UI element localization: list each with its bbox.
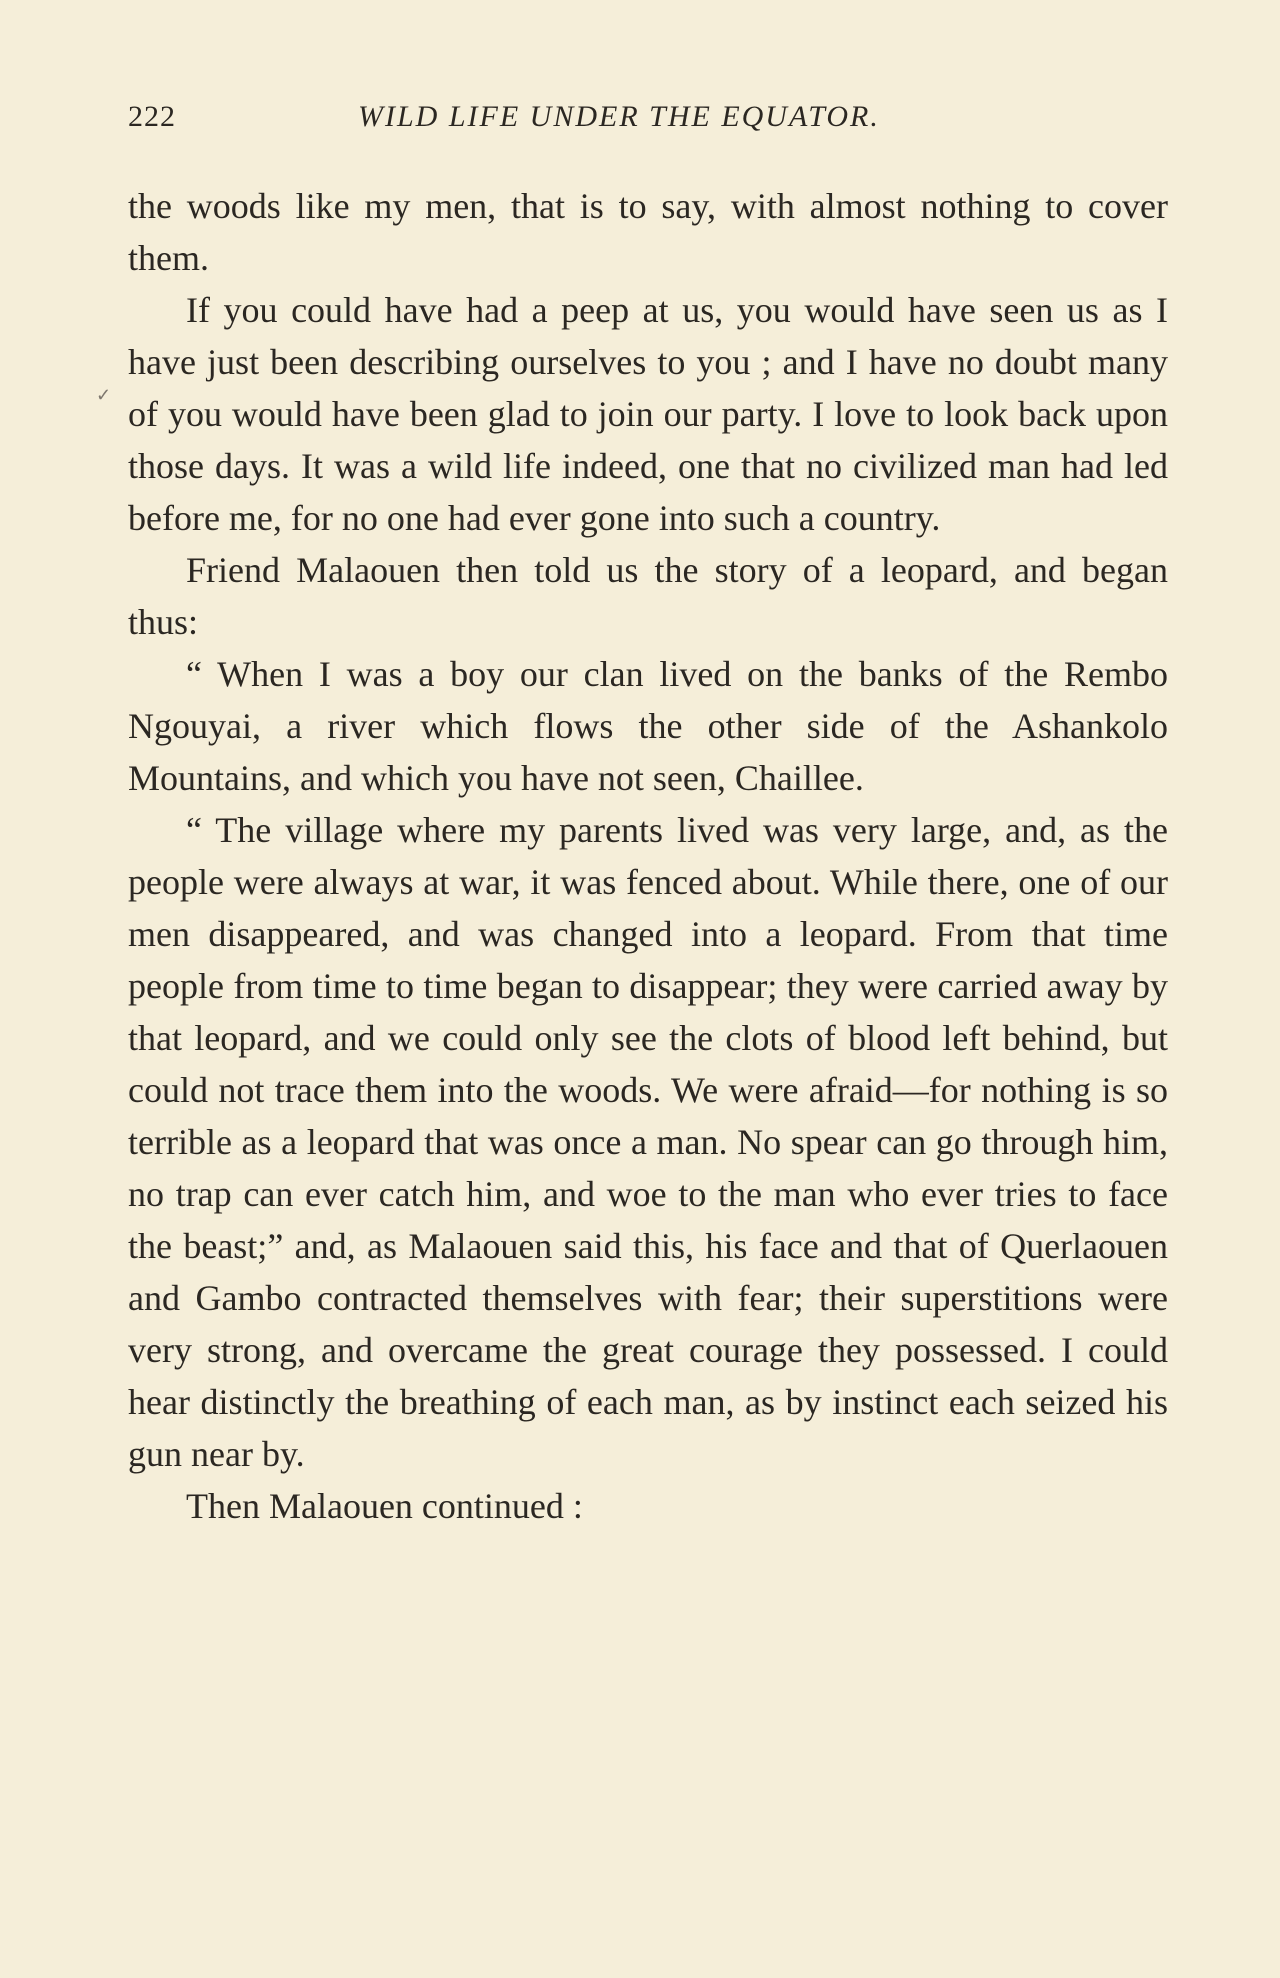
paragraph-3: Friend Malaouen then told us the story of a leopard, and began thus: [128,550,1168,642]
margin-mark: ✓ [96,385,112,405]
running-title: WILD LIFE UNDER THE EQUATOR. [358,100,880,133]
paragraph-2: If you could have had a peep at us, you would have seen us as I have just been describing ourselves to you ; and I have no doubt many of you would have been glad to join our party. I love to look back upon those days. It was a wild life indeed, one that no civilized man had led before me, for no one had ever gone into such a country. [128,290,1168,538]
paragraph-1: the woods like my men, that is to say, with almost nothing to cover them. [128,186,1168,278]
paragraph-6: Then Malaouen continued : [186,1486,583,1526]
page-header [128,100,1168,140]
main-text [128,180,1168,1532]
paragraph-4: “ When I was a boy our clan lived on the banks of the Rembo Ngouyai, a river which flows the other side of the Ashankolo Mountains, and which you have not seen, Chaillee. [128,654,1168,798]
paragraph-5: “ The village where my parents lived was very large, and, as the people were always at war, it was fenced about. While there, one of our men disappeared, and was changed into a leopard. From that time people from time to time began to disappear; they were carried away by that leopard, and we could only see the clots of blood left behind, but could not trace them into the woods. We were afraid—for nothing is so terrible as a leopard that was once a man. No spear can go through him, no trap can ever catch him, and woe to the man who ever tries to face the beast;” and, as Malaouen said this, his face and that of Querlaouen and Gambo contracted themselves with fear; their superstitions were very strong, and overcame the great courage they possessed. I could hear distinctly the breathing of each man, as by instinct each seized his gun near by. [128,810,1168,1474]
page-number: 222 [128,100,176,133]
